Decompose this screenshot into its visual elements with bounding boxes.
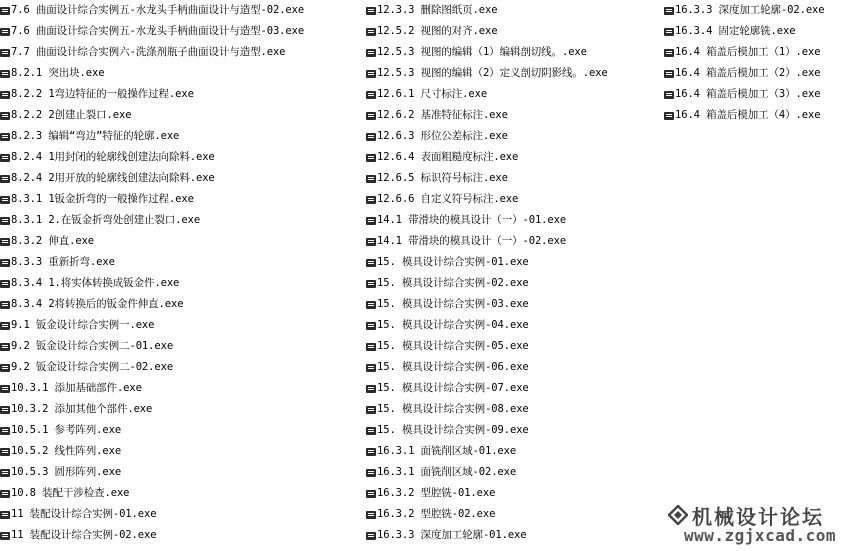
file-item[interactable]: [366, 483, 664, 504]
file-name: 16.3.2 型腔铣-02.exe: [377, 508, 496, 520]
forum-logo-icon: [668, 505, 688, 525]
exe-file-icon: [0, 342, 10, 352]
exe-file-icon: [366, 195, 376, 205]
file-item[interactable]: [0, 231, 366, 252]
file-name: 16.3.3 深度加工轮廓-01.exe: [377, 529, 527, 541]
file-item[interactable]: [664, 42, 851, 63]
file-item[interactable]: [0, 42, 366, 63]
file-item[interactable]: [0, 168, 366, 189]
file-item[interactable]: [366, 525, 664, 546]
file-column-1: [0, 0, 366, 546]
file-name: 12.6.5 标识符号标注.exe: [377, 172, 508, 184]
file-item[interactable]: [0, 0, 366, 21]
file-item[interactable]: [366, 252, 664, 273]
exe-file-icon: [366, 279, 376, 289]
exe-file-icon: [0, 69, 10, 79]
file-item[interactable]: [366, 63, 664, 84]
exe-file-icon: [0, 48, 10, 58]
file-item[interactable]: [366, 441, 664, 462]
exe-file-icon: [366, 90, 376, 100]
file-item[interactable]: [664, 84, 851, 105]
watermark-url: www.zgjxcad.com: [684, 526, 836, 545]
exe-file-icon: [366, 531, 376, 541]
file-item[interactable]: [0, 294, 366, 315]
file-item[interactable]: [366, 0, 664, 21]
exe-file-icon: [0, 384, 10, 394]
file-item[interactable]: [366, 21, 664, 42]
file-name: 15. 模具设计综合实例-09.exe: [377, 424, 529, 436]
exe-file-icon: [366, 363, 376, 373]
file-item[interactable]: [0, 126, 366, 147]
file-item[interactable]: [366, 84, 664, 105]
exe-file-icon: [0, 405, 10, 415]
file-name: 15. 模具设计综合实例-02.exe: [377, 277, 529, 289]
exe-file-icon: [0, 195, 10, 205]
file-name: 12.6.3 形位公差标注.exe: [377, 130, 508, 142]
file-item[interactable]: [0, 252, 366, 273]
exe-file-icon: [0, 510, 10, 520]
exe-file-icon: [0, 300, 10, 310]
exe-file-icon: [366, 489, 376, 499]
exe-file-icon: [366, 132, 376, 142]
file-item[interactable]: [0, 504, 366, 525]
file-item[interactable]: [0, 357, 366, 378]
exe-file-icon: [0, 321, 10, 331]
exe-file-icon: [366, 426, 376, 436]
exe-file-icon: [366, 384, 376, 394]
file-name: 16.4 箱盖后模加工（2）.exe: [675, 67, 821, 79]
file-name: 8.3.3 重新折弯.exe: [11, 256, 115, 268]
exe-file-icon: [0, 279, 10, 289]
file-item[interactable]: [0, 441, 366, 462]
file-name: 10.5.1 参考阵列.exe: [11, 424, 122, 436]
file-item[interactable]: [0, 399, 366, 420]
file-item[interactable]: [366, 273, 664, 294]
file-name: 10.8 装配干涉检查.exe: [11, 487, 130, 499]
file-name: 15. 模具设计综合实例-06.exe: [377, 361, 529, 373]
file-name: 7.6 曲面设计综合实例五-水龙头手柄曲面设计与造型-02.exe: [11, 4, 305, 16]
exe-file-icon: [0, 447, 10, 457]
exe-file-icon: [366, 300, 376, 310]
file-item[interactable]: [0, 336, 366, 357]
exe-file-icon: [366, 510, 376, 520]
file-name: 8.3.2 伸直.exe: [11, 235, 95, 247]
file-name: 9.2 钣金设计综合实例二-01.exe: [11, 340, 174, 352]
file-name: 10.5.3 圆形阵列.exe: [11, 466, 122, 478]
exe-file-icon: [366, 342, 376, 352]
exe-file-icon: [0, 6, 10, 16]
file-name: 11 装配设计综合实例-02.exe: [11, 529, 157, 541]
file-name: 16.4 箱盖后模加工（3）.exe: [675, 88, 821, 100]
file-item[interactable]: [366, 231, 664, 252]
file-name: 8.2.3 编辑“弯边”特征的轮廓.exe: [11, 130, 180, 142]
file-name: 8.2.4 2用开放的轮廓线创建法向除料.exe: [11, 172, 215, 184]
file-name: 12.5.3 视图的编辑（2）定义剖切阴影线。.exe: [377, 67, 608, 79]
file-name: 14.1 带滑块的模具设计（一）-02.exe: [377, 235, 567, 247]
file-name: 14.1 带滑块的模具设计（一）-01.exe: [377, 214, 567, 226]
file-name: 12.3.3 删除图纸页.exe: [377, 4, 498, 16]
exe-file-icon: [366, 69, 376, 79]
file-name: 8.2.2 1弯边特征的一般操作过程.exe: [11, 88, 194, 100]
watermark-title: 机械设计论坛: [692, 505, 824, 529]
file-item[interactable]: [0, 21, 366, 42]
exe-file-icon: [366, 405, 376, 415]
file-name: 16.3.1 面铣削区域-01.exe: [377, 445, 517, 457]
file-item[interactable]: [664, 63, 851, 84]
exe-file-icon: [366, 6, 376, 16]
file-name: 9.1 钣金设计综合实例一.exe: [11, 319, 155, 331]
file-name: 8.2.2 2创建止裂口.exe: [11, 109, 132, 121]
file-item[interactable]: [0, 189, 366, 210]
file-item[interactable]: [366, 189, 664, 210]
exe-file-icon: [664, 111, 674, 121]
exe-file-icon: [664, 90, 674, 100]
file-item[interactable]: [0, 105, 366, 126]
file-name: 8.3.1 2.在钣金折弯处创建止裂口.exe: [11, 214, 201, 226]
exe-file-icon: [0, 426, 10, 436]
file-name: 15. 模具设计综合实例-03.exe: [377, 298, 529, 310]
file-name: 8.3.4 2将转换后的钣金件伸直.exe: [11, 298, 184, 310]
file-name: 7.6 曲面设计综合实例五-水龙头手柄曲面设计与造型-03.exe: [11, 25, 305, 37]
file-name: 15. 模具设计综合实例-07.exe: [377, 382, 529, 394]
exe-file-icon: [366, 237, 376, 247]
file-name: 12.6.1 尺寸标注.exe: [377, 88, 488, 100]
file-name: 12.5.3 视图的编辑（1）编辑剖切线。.exe: [377, 46, 587, 58]
exe-file-icon: [366, 48, 376, 58]
exe-file-icon: [366, 153, 376, 163]
exe-file-icon: [664, 6, 674, 16]
file-name: 15. 模具设计综合实例-05.exe: [377, 340, 529, 352]
exe-file-icon: [366, 111, 376, 121]
file-item[interactable]: [664, 105, 851, 126]
exe-file-icon: [664, 48, 674, 58]
exe-file-icon: [664, 27, 674, 37]
file-item[interactable]: [0, 63, 366, 84]
file-name: 12.5.2 视图的对齐.exe: [377, 25, 498, 37]
file-item[interactable]: [664, 21, 851, 42]
file-item[interactable]: [366, 504, 664, 525]
file-item[interactable]: [366, 378, 664, 399]
watermark: [662, 501, 847, 547]
exe-file-icon: [366, 174, 376, 184]
file-item[interactable]: [0, 378, 366, 399]
file-item[interactable]: [366, 336, 664, 357]
file-item[interactable]: [0, 420, 366, 441]
file-item[interactable]: [366, 357, 664, 378]
file-item[interactable]: [366, 399, 664, 420]
file-column-3: [664, 0, 851, 126]
file-item[interactable]: [0, 84, 366, 105]
file-item[interactable]: [366, 210, 664, 231]
file-item[interactable]: [366, 462, 664, 483]
file-name: 11 装配设计综合实例-01.exe: [11, 508, 157, 520]
file-name: 10.3.2 添加其他个部件.exe: [11, 403, 153, 415]
file-name: 15. 模具设计综合实例-08.exe: [377, 403, 529, 415]
exe-file-icon: [0, 237, 10, 247]
file-item[interactable]: [366, 105, 664, 126]
exe-file-icon: [366, 468, 376, 478]
file-item[interactable]: [366, 42, 664, 63]
file-column-2: [366, 0, 664, 546]
exe-file-icon: [0, 216, 10, 226]
file-item[interactable]: [0, 147, 366, 168]
exe-file-icon: [366, 258, 376, 268]
file-name: 8.3.4 1.将实体转换成钣金件.exe: [11, 277, 180, 289]
file-name: 12.6.4 表面粗糙度标注.exe: [377, 151, 519, 163]
file-name: 8.2.4 1用封闭的轮廓线创建法向除料.exe: [11, 151, 215, 163]
exe-file-icon: [0, 531, 10, 541]
exe-file-icon: [0, 153, 10, 163]
file-name: 16.3.1 面铣削区域-02.exe: [377, 466, 517, 478]
exe-file-icon: [366, 321, 376, 331]
exe-file-icon: [0, 258, 10, 268]
file-name: 12.6.6 自定义符号标注.exe: [377, 193, 519, 205]
file-item[interactable]: [366, 147, 664, 168]
file-item[interactable]: [0, 315, 366, 336]
file-item[interactable]: [0, 462, 366, 483]
exe-file-icon: [664, 69, 674, 79]
file-name: 12.6.2 基准特征标注.exe: [377, 109, 508, 121]
file-name: 8.2.1 突出块.exe: [11, 67, 105, 79]
exe-file-icon: [366, 216, 376, 226]
exe-file-icon: [0, 90, 10, 100]
file-item[interactable]: [366, 420, 664, 441]
exe-file-icon: [0, 132, 10, 142]
file-item[interactable]: [664, 0, 851, 21]
exe-file-icon: [366, 27, 376, 37]
file-item[interactable]: [366, 126, 664, 147]
file-name: 16.4 箱盖后模加工（4）.exe: [675, 109, 821, 121]
file-item[interactable]: [0, 273, 366, 294]
file-name: 7.7 曲面设计综合实例六-洗涤剂瓶子曲面设计与造型.exe: [11, 46, 286, 58]
exe-file-icon: [366, 447, 376, 457]
exe-file-icon: [0, 489, 10, 499]
file-name: 8.3.1 1钣金折弯的一般操作过程.exe: [11, 193, 194, 205]
file-name: 16.3.4 固定轮廓铣.exe: [675, 25, 796, 37]
file-item[interactable]: [0, 525, 366, 546]
file-name: 9.2 钣金设计综合实例二-02.exe: [11, 361, 174, 373]
exe-file-icon: [0, 363, 10, 373]
exe-file-icon: [0, 111, 10, 121]
file-name: 16.3.3 深度加工轮廓-02.exe: [675, 4, 825, 16]
file-name: 15. 模具设计综合实例-01.exe: [377, 256, 529, 268]
exe-file-icon: [0, 468, 10, 478]
exe-file-icon: [0, 174, 10, 184]
file-name: 16.4 箱盖后模加工（1）.exe: [675, 46, 821, 58]
file-name: 16.3.2 型腔铣-01.exe: [377, 487, 496, 499]
file-item[interactable]: [366, 315, 664, 336]
file-name: 15. 模具设计综合实例-04.exe: [377, 319, 529, 331]
file-item[interactable]: [0, 483, 366, 504]
file-name: 10.3.1 添加基础部件.exe: [11, 382, 142, 394]
file-name: 10.5.2 线性阵列.exe: [11, 445, 122, 457]
file-item[interactable]: [0, 210, 366, 231]
exe-file-icon: [0, 27, 10, 37]
file-item[interactable]: [366, 294, 664, 315]
file-item[interactable]: [366, 168, 664, 189]
